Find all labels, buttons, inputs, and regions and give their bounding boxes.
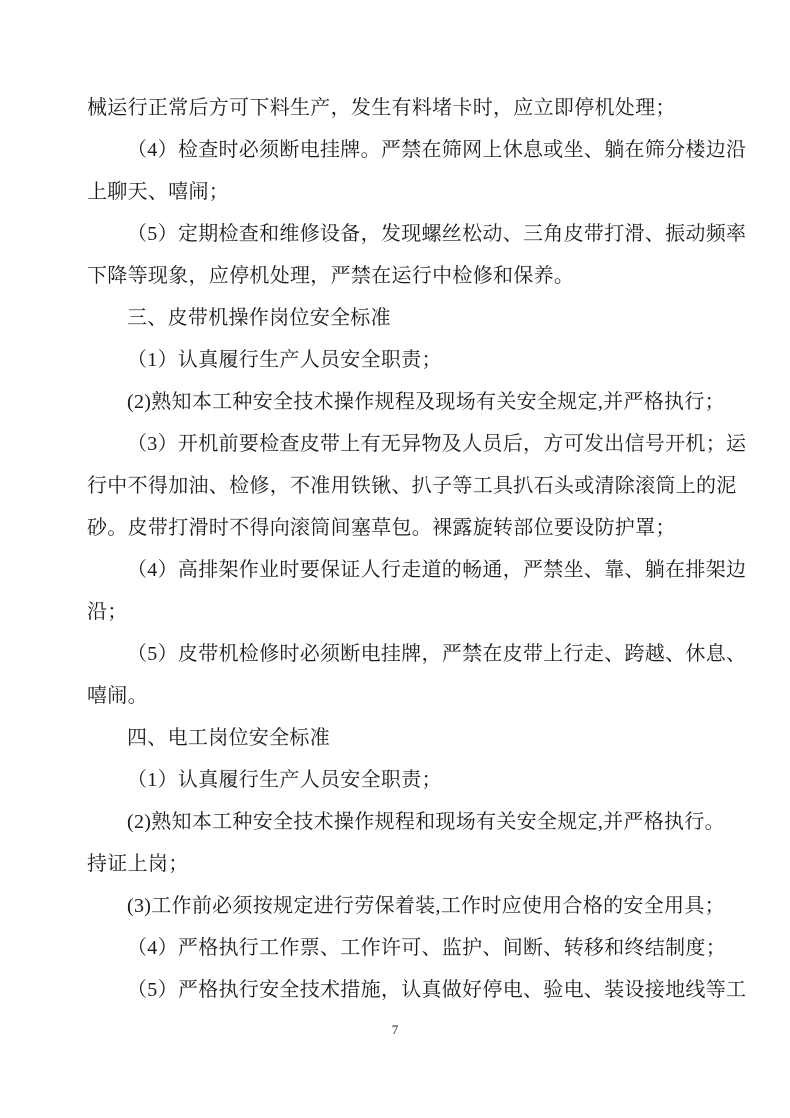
text-line: （5）皮带机检修时必须断电挂牌，严禁在皮带上行走、跨越、休息、	[127, 643, 747, 665]
text-line: 上聊天、嘻闹；	[87, 181, 230, 203]
text-line: (2)熟知本工种安全技术操作规程和现场有关安全规定,并严格执行。	[127, 811, 725, 833]
text-line: (3)工作前必须按规定进行劳保着装,工作时应使用合格的安全用具；	[127, 895, 725, 917]
text-line: （4）严格执行工作票、工作许可、监护、间断、转移和终结制度；	[127, 937, 726, 959]
text-line: 持证上岗；	[87, 853, 189, 875]
text-line: 下降等现象，应停机处理，严禁在运行中检修和保养。	[87, 265, 575, 287]
text-line: 嘻闹。	[87, 685, 148, 707]
text-line: 行中不得加油、检修，不准用铁锹、扒子等工具扒石头或清除滚筒上的泥	[87, 475, 737, 497]
section-heading: 三、皮带机操作岗位安全标准	[127, 307, 391, 329]
text-line: （5）严格执行安全技术措施，认真做好停电、验电、装设接地线等工	[127, 979, 747, 1001]
text-line: （1）认真履行生产人员安全职责；	[127, 769, 442, 791]
text-line: （4）检查时必须断电挂牌。严禁在筛网上休息或坐、躺在筛分楼边沿	[127, 139, 747, 161]
text-line: (2)熟知本工种安全技术操作规程及现场有关安全规定,并严格执行；	[127, 391, 725, 413]
text-line: 械运行正常后方可下料生产，发生有料堵卡时，应立即停机处理；	[87, 97, 676, 119]
text-line: 砂。皮带打滑时不得向滚筒间塞草包。裸露旋转部位要设防护罩；	[87, 517, 676, 539]
text-line: （4）高排架作业时要保证人行走道的畅通，严禁坐、靠、躺在排架边	[127, 559, 747, 581]
text-line: （5）定期检查和维修设备，发现螺丝松动、三角皮带打滑、振动频率	[127, 223, 747, 245]
text-line: （1）认真履行生产人员安全职责；	[127, 349, 442, 371]
section-heading: 四、电工岗位安全标准	[127, 727, 330, 749]
page-number: 7	[391, 1022, 399, 1037]
text-line: （3）开机前要检查皮带上有无异物及人员后，方可发出信号开机；运	[127, 433, 747, 455]
text-line: 沿；	[87, 601, 128, 623]
